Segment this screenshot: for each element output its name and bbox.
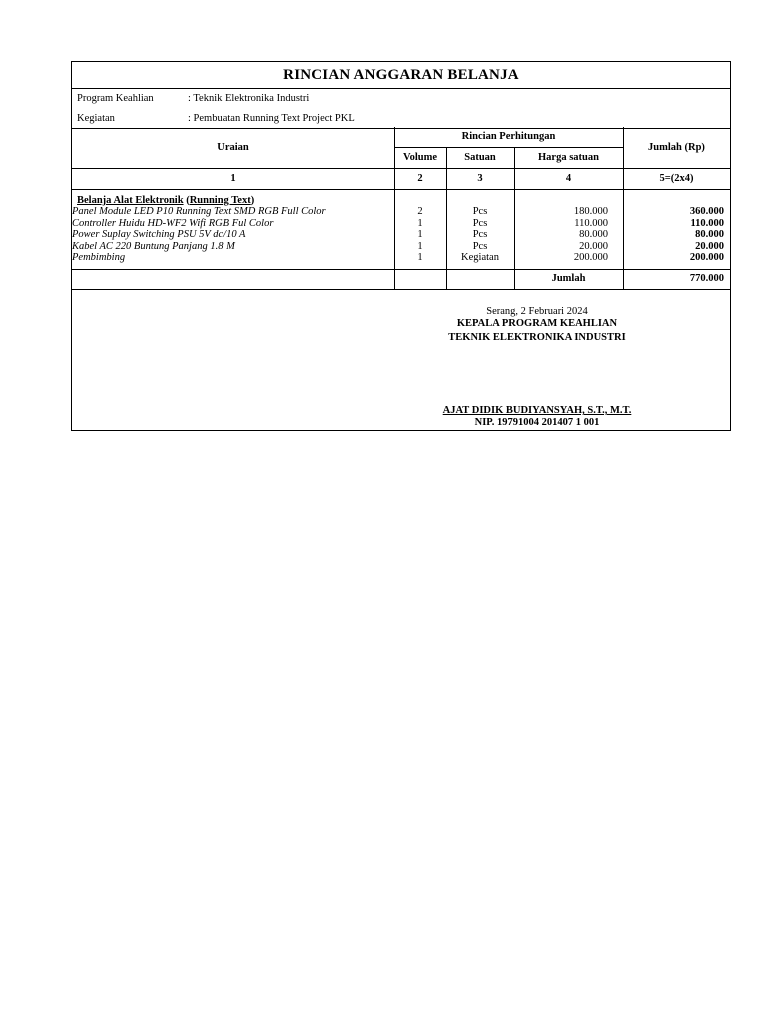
header-volume: Volume xyxy=(402,152,438,163)
signature-nip: NIP. 19791004 201407 1 001 xyxy=(474,417,600,428)
item-name: Pembimbing xyxy=(72,252,126,263)
col-number-4: 4 xyxy=(565,173,572,184)
header-rincian: Rincian Perhitungan xyxy=(461,131,556,142)
row-divider xyxy=(72,189,730,190)
total-label: Jumlah xyxy=(551,273,586,284)
item-volume: 1 xyxy=(417,217,423,229)
item-volume: 2 xyxy=(417,206,423,217)
item-prices xyxy=(514,206,608,264)
group-label xyxy=(77,195,254,206)
kegiatan-label: Kegiatan xyxy=(77,113,115,124)
item-total: 20.000 xyxy=(695,240,724,252)
item-price: 20.000 xyxy=(579,240,608,252)
total-value: 770.000 xyxy=(689,273,724,284)
item-total: 80.000 xyxy=(695,229,724,240)
col-number-3: 3 xyxy=(477,173,483,184)
signature-name: AJAT DIDIK BUDIYANSYAH, S.T., M.T. xyxy=(442,405,632,416)
item-name: Kabel AC 220 Buntung Panjang 1.8 M xyxy=(72,240,235,252)
row-divider xyxy=(72,269,730,270)
header-satuan: Satuan xyxy=(464,152,496,163)
header-uraian: Uraian xyxy=(217,142,249,153)
item-totals xyxy=(623,206,724,264)
row-divider xyxy=(72,168,730,169)
item-unit: Kegiatan xyxy=(461,252,499,263)
item-total: 200.000 xyxy=(689,252,724,263)
item-total: 110.000 xyxy=(690,217,724,229)
item-unit: Pcs xyxy=(472,206,488,217)
item-price: 80.000 xyxy=(579,229,608,240)
item-unit: Pcs xyxy=(472,229,488,240)
item-price: 110.000 xyxy=(574,217,608,229)
kegiatan-value: : Pembuatan Running Text Project PKL xyxy=(188,113,355,124)
item-name: Controller Huidu HD-WF2 Wifi RGB Ful Color xyxy=(72,217,274,229)
program-value: : Teknik Elektronika Industri xyxy=(188,93,310,104)
group-label-b: (Running Text) xyxy=(186,195,255,206)
item-volumes xyxy=(394,206,446,264)
item-total: 360.000 xyxy=(689,206,724,217)
col-number-5: 5=(2x4) xyxy=(659,173,694,184)
col-number-2: 2 xyxy=(417,173,423,184)
budget-sheet xyxy=(71,61,731,431)
item-price: 200.000 xyxy=(573,252,608,263)
row-divider xyxy=(72,289,730,290)
document-title: RINCIAN ANGGARAN BELANJA xyxy=(72,62,730,89)
item-names xyxy=(72,206,394,264)
item-price: 180.000 xyxy=(573,206,608,217)
group-label-a: Belanja Alat Elektronik xyxy=(77,195,184,206)
item-volume: 1 xyxy=(417,229,423,240)
signature-position-2: TEKNIK ELEKTRONIKA INDUSTRI xyxy=(448,332,626,343)
item-name: Power Suplay Switching PSU 5V dc/10 A xyxy=(72,229,246,240)
col-number-1: 1 xyxy=(230,173,236,184)
header-jumlah: Jumlah (Rp) xyxy=(648,142,705,153)
info-section xyxy=(72,89,730,129)
item-units xyxy=(446,206,514,264)
item-volume: 1 xyxy=(417,252,423,263)
item-volume: 1 xyxy=(417,240,423,252)
signature-place-date: Serang, 2 Februari 2024 xyxy=(486,306,588,317)
row-divider xyxy=(394,147,623,148)
header-harga: Harga satuan xyxy=(538,152,599,163)
program-label: Program Keahlian xyxy=(77,93,154,104)
item-unit: Pcs xyxy=(472,217,488,229)
item-name: Panel Module LED P10 Running Text SMD RGB Full Color xyxy=(72,206,326,217)
signature-position-1: KEPALA PROGRAM KEAHLIAN xyxy=(456,318,618,329)
item-unit: Pcs xyxy=(472,240,488,252)
